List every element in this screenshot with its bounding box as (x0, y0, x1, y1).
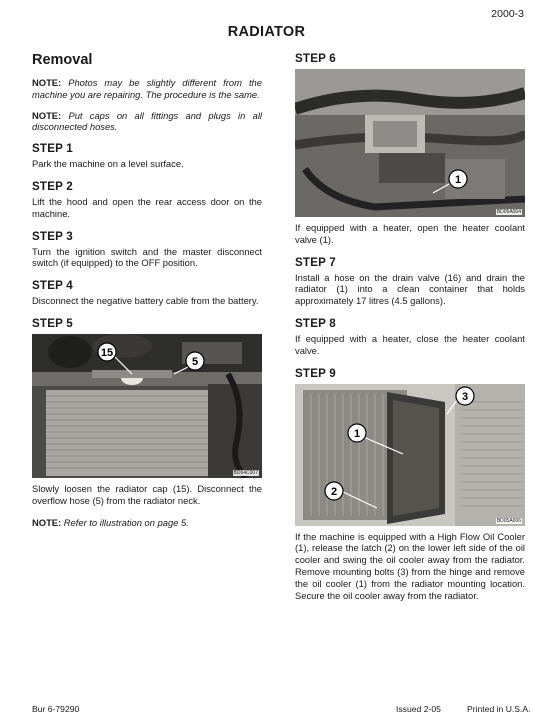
callout-1: 1 (454, 174, 462, 186)
note-illustration (32, 517, 262, 529)
step-7-title: STEP 7 (295, 255, 336, 269)
note-caps (32, 110, 262, 134)
callout-15: 15 (100, 346, 114, 359)
step-9-text: If the machine is equipped with a High Flow Oil Cooler (1), release the latch (2) on the lower left side of the oil cooler and swing the oil cooler away from the radiator. Remove mounting bolts (3) from the hinge and remove the oil cooler (1) from the radiator mounting location. Secure the oil cooler away from the radiator. (295, 530, 525, 601)
figure-code: BD05A006 (496, 517, 521, 524)
footer-doc-number: Bur 6-79290 (32, 704, 80, 714)
step-3-text: Turn the ignition switch and the master disconnect switch (if equipped) to the OFF position. (32, 245, 262, 269)
step-3-title: STEP 3 (32, 229, 73, 243)
step-4-text: Disconnect the negative battery cable from the battery. (32, 295, 259, 307)
step-6-photo (295, 69, 525, 217)
right-column (295, 52, 525, 611)
note-label: NOTE: (32, 109, 62, 121)
callout-3: 3 (461, 390, 469, 403)
step-6-title: STEP 6 (295, 52, 336, 65)
step-9-photo (295, 384, 525, 526)
step-5-title: STEP 5 (32, 316, 73, 330)
page-title: RADIATOR (227, 24, 306, 40)
callout-1: 1 (353, 427, 361, 440)
callout-5: 5 (191, 355, 199, 368)
figure-code: BD05A004 (496, 209, 521, 215)
step-2-text: Lift the hood and open the rear access door on the machine. (32, 195, 262, 219)
step-2-title: STEP 2 (32, 179, 73, 193)
step-5-text: Slowly loosen the radiator cap (15). Disconnect the overflow hose (5) from the radiator neck. (32, 482, 262, 506)
figure-code: BD04C007 (233, 469, 258, 476)
note-text: Put caps on all fittings and plugs in all disconnected hoses. (32, 109, 262, 133)
step-8-title: STEP 8 (295, 316, 336, 330)
note-label: NOTE: (32, 516, 62, 528)
note-text: Photos may be slightly different from the machine you are repairing. The procedure is the same. (32, 77, 262, 100)
step-1-text: Park the machine on a level surface. (32, 158, 184, 170)
step-5-photo (32, 334, 262, 478)
step-7-text: Install a hose on the drain valve (16) and drain the radiator (1) into a clean container that holds approximately 17 litres (4.5 gallons). (295, 271, 525, 307)
note-text: Refer to illustration on page 5. (63, 516, 189, 528)
footer-printed: Printed in U.S.A. (467, 704, 531, 714)
step-8-text: If equipped with a heater, close the heater coolant valve. (295, 332, 525, 356)
footer-issue-date: Issued 2-05 (396, 704, 441, 714)
section-title-removal: Removal (32, 52, 93, 68)
page-number: 2000-3 (491, 8, 524, 20)
oil-cooler-illustration (295, 384, 525, 526)
radiator-cap-illustration (32, 334, 262, 478)
step-4-title: STEP 4 (32, 279, 73, 293)
heater-valve-illustration (295, 69, 525, 217)
left-column (32, 52, 262, 537)
note-photos (32, 77, 262, 101)
callout-2: 2 (330, 485, 338, 498)
step-9-title: STEP 9 (295, 366, 336, 380)
step-6-text: If equipped with a heater, open the heater coolant valve (1). (295, 222, 525, 245)
step-1-title: STEP 1 (32, 142, 73, 156)
note-label: NOTE: (32, 77, 62, 88)
